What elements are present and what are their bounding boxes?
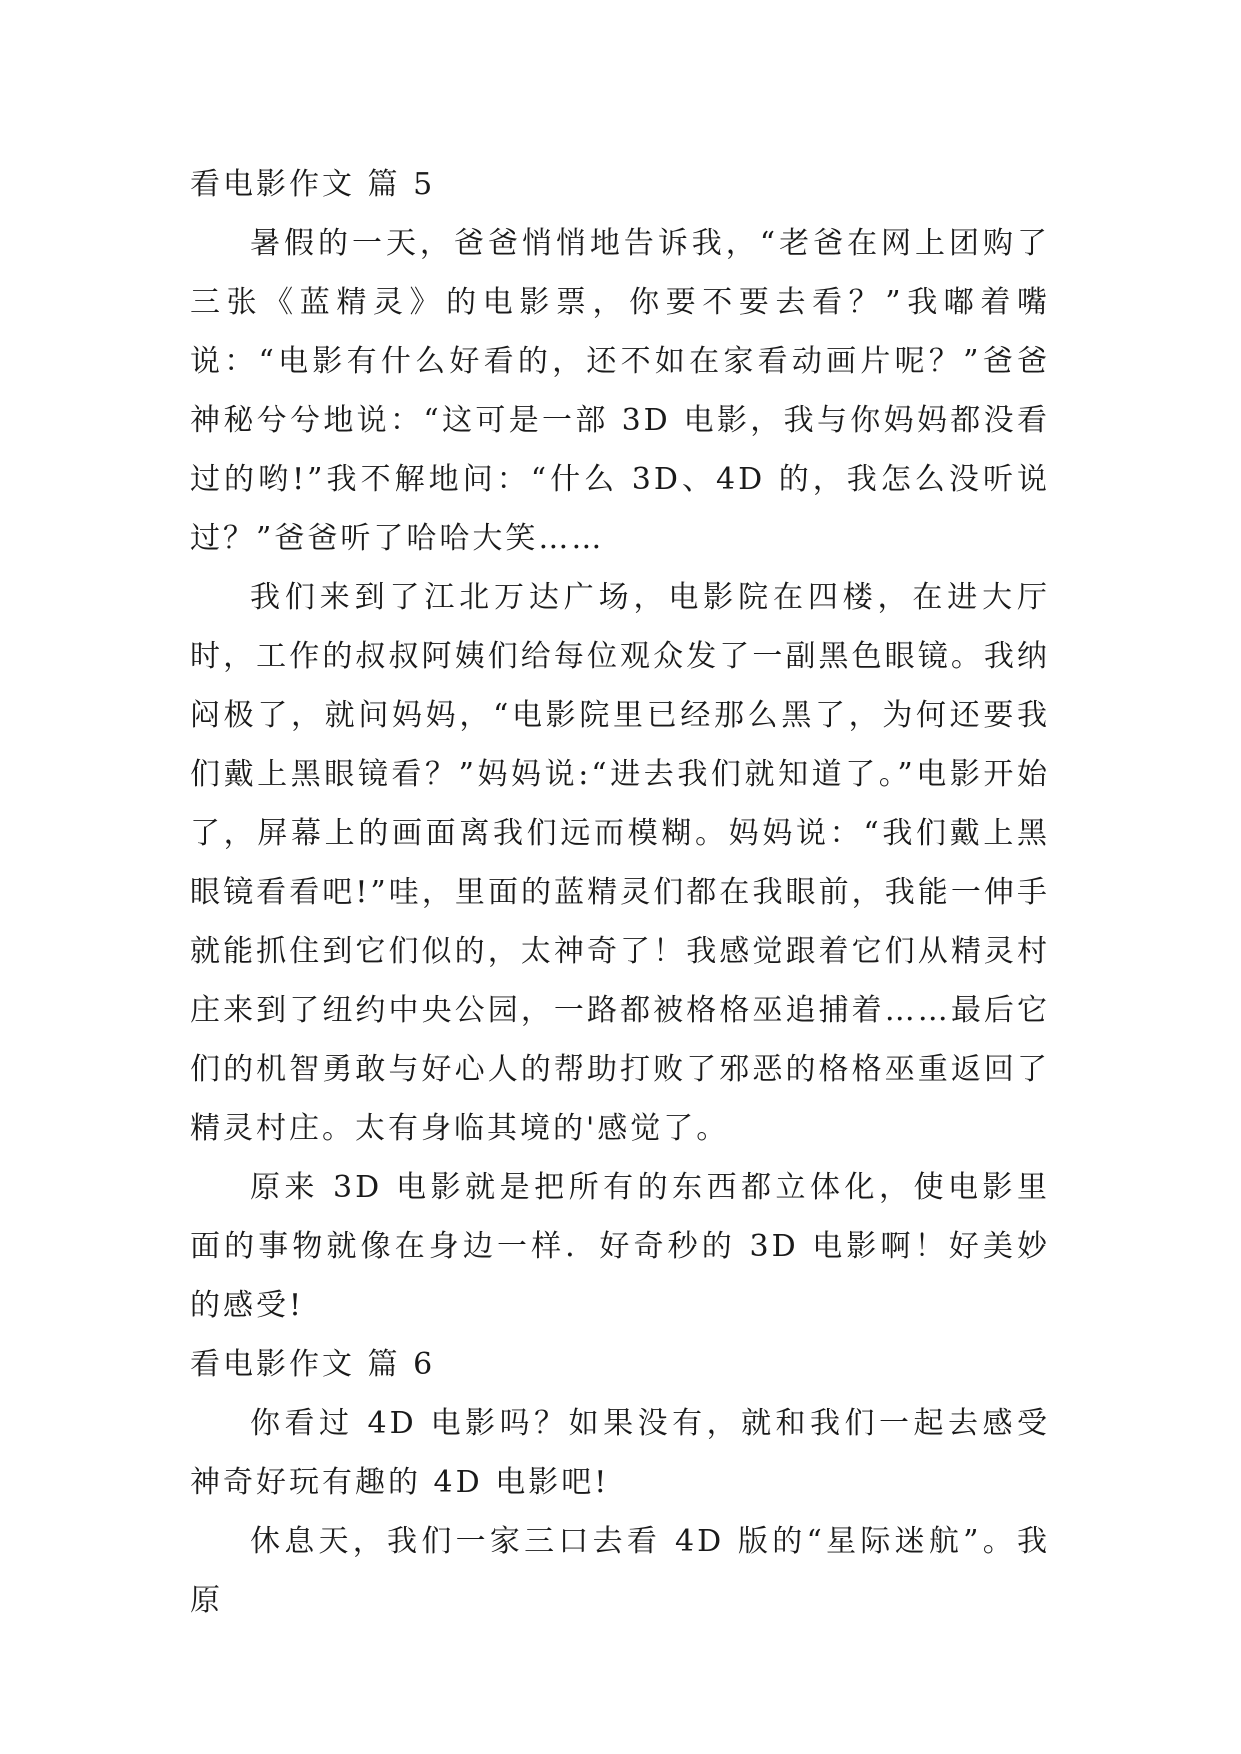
paragraph: 原来 3D 电影就是把所有的东西都立体化，使电影里面的事物就像在身边一样．好奇秒的 3D 电影啊！好美妙的感受! (190, 1170, 1050, 1323)
paragraph: 你看过 4D 电影吗？如果没有，就和我们一起去感受神奇好玩有趣的 4D 电影吧! (190, 1406, 1050, 1500)
section-heading: 看电影作文 篇 6 (190, 1347, 436, 1382)
section-heading: 看电影作文 篇 5 (190, 167, 436, 202)
paragraph: 暑假的一天，爸爸悄悄地告诉我，“老爸在网上团购了三张《蓝精灵》的电影票，你要不要去看？”我嘟着嘴说：“电影有什么好看的，还不如在家看动画片呢？”爸爸神秘兮兮地说：“这可是一部 3D 电影，我与你妈妈都没看过的哟!”我不解地问：“什么 3D、4D 的，我怎么没听说过？”爸爸听了哈哈大笑…… (190, 226, 1050, 556)
document-body (190, 155, 1050, 1630)
paragraph: 我们来到了江北万达广场，电影院在四楼，在进大厅时，工作的叔叔阿姨们给每位观众发了一副黑色眼镜。我纳闷极了，就问妈妈，“电影院里已经那么黑了，为何还要我们戴上黑眼镜看？”妈妈说:“进去我们就知道了。”电影开始了，屏幕上的画面离我们远而模糊。妈妈说：“我们戴上黑眼镜看看吧!”哇，里面的蓝精灵们都在我眼前，我能一伸手就能抓住到它们似的，太神奇了！我感觉跟着它们从精灵村庄来到了纽约中央公园，一路都被格格巫追捕着……最后它们的机智勇敢与好心人的帮助打败了邪恶的格格巫重返回了精灵村庄。太有身临其境的'感觉了。 (190, 580, 1050, 1146)
paragraph: 休息天，我们一家三口去看 4D 版的“星际迷航”。我原 (190, 1524, 1050, 1618)
